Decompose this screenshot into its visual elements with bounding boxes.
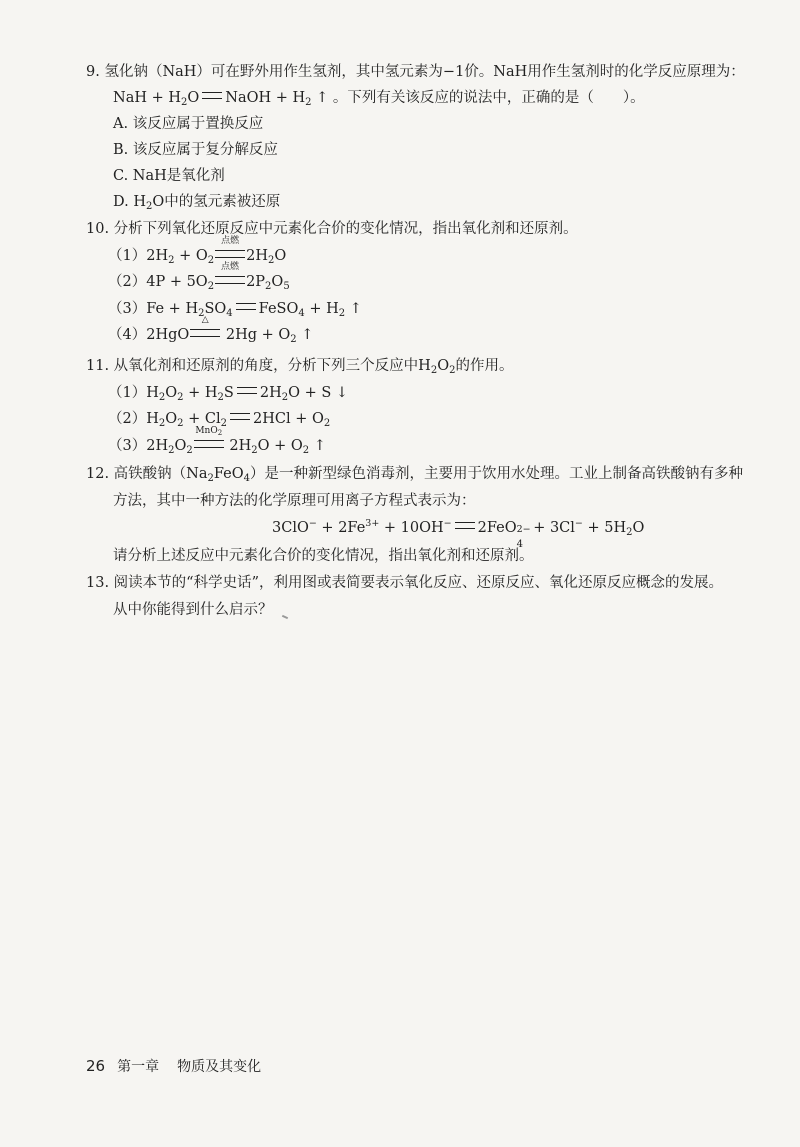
q9-stem: 9. 氢化钠（NaH）可在野外用作生氢剂，其中氢元素为−1价。NaH用作生氢剂时的化学反应原理为： [86, 64, 745, 80]
page-number: 26 [86, 1057, 106, 1075]
q9-option-d: D. $H_2O$中的氢元素被还原 [113, 194, 281, 212]
q11-reaction-3: $(3)2H_2O_2$ MnO$_2$ $2H_2O + O_2$ ↑ [108, 426, 326, 456]
q11-stem: 11. 从氧化剂和还原剂的角度，分析下列三个反应中$H_2O_2$的作用。 [86, 358, 514, 376]
chapter-label: 第一章 [117, 1059, 160, 1075]
q10-reaction-1: $(1)2H_2 + O_2$ 点燃 $2H_2O$ [108, 236, 287, 266]
q10-reaction-3: $(3)Fe + H_2SO_4$ FeSO$_4$ + $H_2$ ↑ [108, 301, 362, 319]
q11-reaction-1: $(1)H_2O_2 + H_2S$ $2H_2O + S$ ↓ [108, 385, 349, 403]
q11-reaction-2: $(2)H_2O_2 + Cl_2$ $2HCl + O_2$ [108, 411, 331, 429]
q10-reaction-2: $(2)4P + 5O_2$ 点燃 $2P_2O_5$ [108, 262, 290, 292]
q12-stem-line1: 12. 高铁酸钠$(Na_2FeO_4)$是一种新型绿色消毒剂，主要用于饮用水处理。工业上制备高铁酸钠有多种 [86, 466, 744, 484]
page-footer [86, 1056, 261, 1076]
q13-stem-line1: 13. 阅读本节的“科学史话”，利用图或表简要表示氧化反应、还原反应、氧化还原反应概念的发展。 [86, 575, 723, 591]
q9-option-a: A. 该反应属于置换反应 [113, 116, 264, 132]
q9-option-c: C. NaH是氧化剂 [113, 168, 225, 184]
q12-ionic-equation: $3ClO^- + 2Fe^{3+} + 10OH^-$ 2FeO 2− 4 + $3Cl^- + 5H_2O$ [272, 518, 645, 550]
q12-stem-line2: 方法，其中一种方法的化学原理可用离子方程式表示为： [113, 493, 476, 509]
q13-stem-line2: 从中你能得到什么启示？ [113, 602, 273, 618]
q12-stem-line3: 请分析上述反应中元素化合价的变化情况，指出氧化剂和还原剂。 [113, 548, 534, 564]
q9-equation: NaH + $H_2O$ NaOH + $H_2$ ↑ 。下列有关该反应的说法中，正确的是（ ）。 [113, 90, 645, 108]
q10-stem: 10. 分析下列氧化还原反应中元素化合价的变化情况，指出氧化剂和还原剂。 [86, 221, 578, 237]
chapter-title: 物质及其变化 [177, 1059, 262, 1075]
q9-option-b: B. 该反应属于复分解反应 [113, 142, 278, 158]
scan-mark [282, 615, 288, 619]
q10-reaction-4: （4）2HgO △ $2Hg + O_2$ ↑ [108, 315, 314, 345]
